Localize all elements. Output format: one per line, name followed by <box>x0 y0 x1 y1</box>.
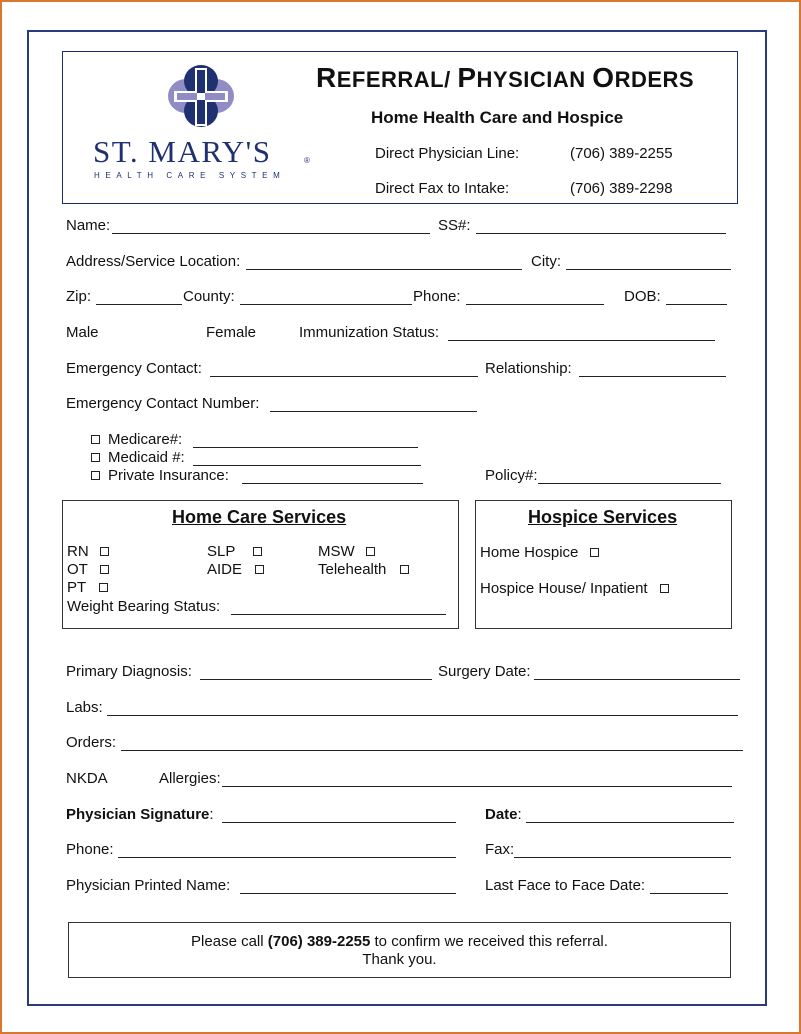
hospice-house-option[interactable]: Hospice House/ Inpatient <box>480 580 677 597</box>
logo-name: ST. MARY'S <box>93 134 272 169</box>
weight-bearing-field[interactable] <box>231 614 446 615</box>
address-field[interactable] <box>246 269 522 270</box>
medicare-option[interactable]: Medicare#: <box>91 431 182 448</box>
slp-option[interactable]: SLP <box>207 543 270 560</box>
date-label: Date: <box>485 806 522 823</box>
emergency-contact-field[interactable] <box>210 376 478 377</box>
medicaid-checkbox[interactable] <box>91 453 100 462</box>
city-field[interactable] <box>566 269 731 270</box>
rn-checkbox[interactable] <box>100 547 109 556</box>
medicare-field[interactable] <box>193 447 418 448</box>
diagnosis-field[interactable] <box>200 679 432 680</box>
labs-label: Labs: <box>66 699 103 716</box>
header-box <box>62 51 738 204</box>
telehealth-option[interactable]: Telehealth <box>318 561 417 578</box>
labs-field[interactable] <box>107 715 738 716</box>
physician-signature-label: Physician Signature: <box>66 806 214 823</box>
dob-field[interactable] <box>666 304 727 305</box>
ot-option[interactable]: OT <box>67 561 117 578</box>
phone-label: Phone: <box>413 288 461 305</box>
immunization-field[interactable] <box>448 340 715 341</box>
face-to-face-field[interactable] <box>650 893 728 894</box>
allergies-field[interactable] <box>222 786 732 787</box>
page-title: REFERRAL/ PHYSICIAN ORDERS <box>316 62 695 93</box>
slp-checkbox[interactable] <box>253 547 262 556</box>
ss-label: SS#: <box>438 217 471 234</box>
private-insurance-checkbox[interactable] <box>91 471 100 480</box>
county-field[interactable] <box>240 304 412 305</box>
confirmation-message: Please call (706) 389-2255 to confirm we received this referral. <box>191 933 608 950</box>
relationship-field[interactable] <box>579 376 726 377</box>
weight-bearing-label: Weight Bearing Status: <box>67 598 221 615</box>
immunization-label: Immunization Status: <box>299 324 440 341</box>
pt-option[interactable]: PT <box>67 579 116 596</box>
medicaid-option[interactable]: Medicaid #: <box>91 449 185 466</box>
relationship-label: Relationship: <box>485 360 572 377</box>
emergency-contact-label: Emergency Contact: <box>66 360 202 377</box>
physician-fax-label: Fax: <box>485 841 515 858</box>
home-hospice-option[interactable]: Home Hospice <box>480 544 607 561</box>
fax-intake-label: Direct Fax to Intake: <box>375 180 510 197</box>
diagnosis-label: Primary Diagnosis: <box>66 663 192 680</box>
confirmation-box <box>68 922 731 978</box>
zip-field[interactable] <box>96 304 182 305</box>
home-care-services-box <box>62 500 459 629</box>
physician-signature-field[interactable] <box>222 822 456 823</box>
physician-fax-field[interactable] <box>514 857 731 858</box>
medicare-checkbox[interactable] <box>91 435 100 444</box>
male-option[interactable]: Male <box>66 324 99 341</box>
direct-line-number: (706) 389-2255 <box>570 145 673 162</box>
msw-option[interactable]: MSW <box>318 543 383 560</box>
emergency-number-field[interactable] <box>270 411 477 412</box>
orders-label: Orders: <box>66 734 117 751</box>
dob-label: DOB: <box>624 288 661 305</box>
confirmation-phone: (706) 389-2255 <box>267 933 371 950</box>
hospice-services-box <box>475 500 732 629</box>
home-care-title: Home Care Services <box>172 507 347 527</box>
face-to-face-label: Last Face to Face Date: <box>485 877 646 894</box>
logo-tagline: HEALTH CARE SYSTEM <box>94 171 286 180</box>
page-subtitle: Home Health Care and Hospice <box>371 108 624 127</box>
allergies-label: Allergies: <box>159 770 221 787</box>
fax-intake-number: (706) 389-2298 <box>570 180 673 197</box>
physician-phone-field[interactable] <box>118 857 456 858</box>
rn-option[interactable]: RN <box>67 543 117 560</box>
home-hospice-checkbox[interactable] <box>590 548 599 557</box>
surgery-date-label: Surgery Date: <box>438 663 531 680</box>
name-field[interactable] <box>112 233 430 234</box>
county-label: County: <box>183 288 235 305</box>
logo-registered-mark: ® <box>304 156 310 165</box>
address-label: Address/Service Location: <box>66 253 241 270</box>
female-option[interactable]: Female <box>206 324 257 341</box>
st-marys-logo-mark <box>164 64 238 130</box>
pt-checkbox[interactable] <box>99 583 108 592</box>
private-insurance-field[interactable] <box>242 483 423 484</box>
printed-name-label: Physician Printed Name: <box>66 877 231 894</box>
aide-checkbox[interactable] <box>255 565 264 574</box>
printed-name-field[interactable] <box>240 893 456 894</box>
thank-you-text: Thank you. <box>362 951 437 968</box>
phone-field[interactable] <box>466 304 604 305</box>
physician-phone-label: Phone: <box>66 841 114 858</box>
orders-field[interactable] <box>121 750 743 751</box>
aide-option[interactable]: AIDE <box>207 561 272 578</box>
ss-field[interactable] <box>476 233 726 234</box>
medicaid-field[interactable] <box>193 465 421 466</box>
policy-field[interactable] <box>538 483 721 484</box>
direct-line-label: Direct Physician Line: <box>375 145 520 162</box>
surgery-date-field[interactable] <box>534 679 740 680</box>
date-field[interactable] <box>526 822 734 823</box>
telehealth-checkbox[interactable] <box>400 565 409 574</box>
hospice-house-checkbox[interactable] <box>660 584 669 593</box>
ot-checkbox[interactable] <box>100 565 109 574</box>
msw-checkbox[interactable] <box>366 547 375 556</box>
hospice-title: Hospice Services <box>528 507 678 527</box>
emergency-number-label: Emergency Contact Number: <box>66 395 260 412</box>
zip-label: Zip: <box>66 288 92 305</box>
nkda-option[interactable]: NKDA <box>66 770 108 787</box>
name-label: Name: <box>66 217 111 234</box>
city-label: City: <box>531 253 561 270</box>
policy-label: Policy#: <box>485 467 538 484</box>
private-insurance-option[interactable]: Private Insurance: <box>91 467 229 484</box>
